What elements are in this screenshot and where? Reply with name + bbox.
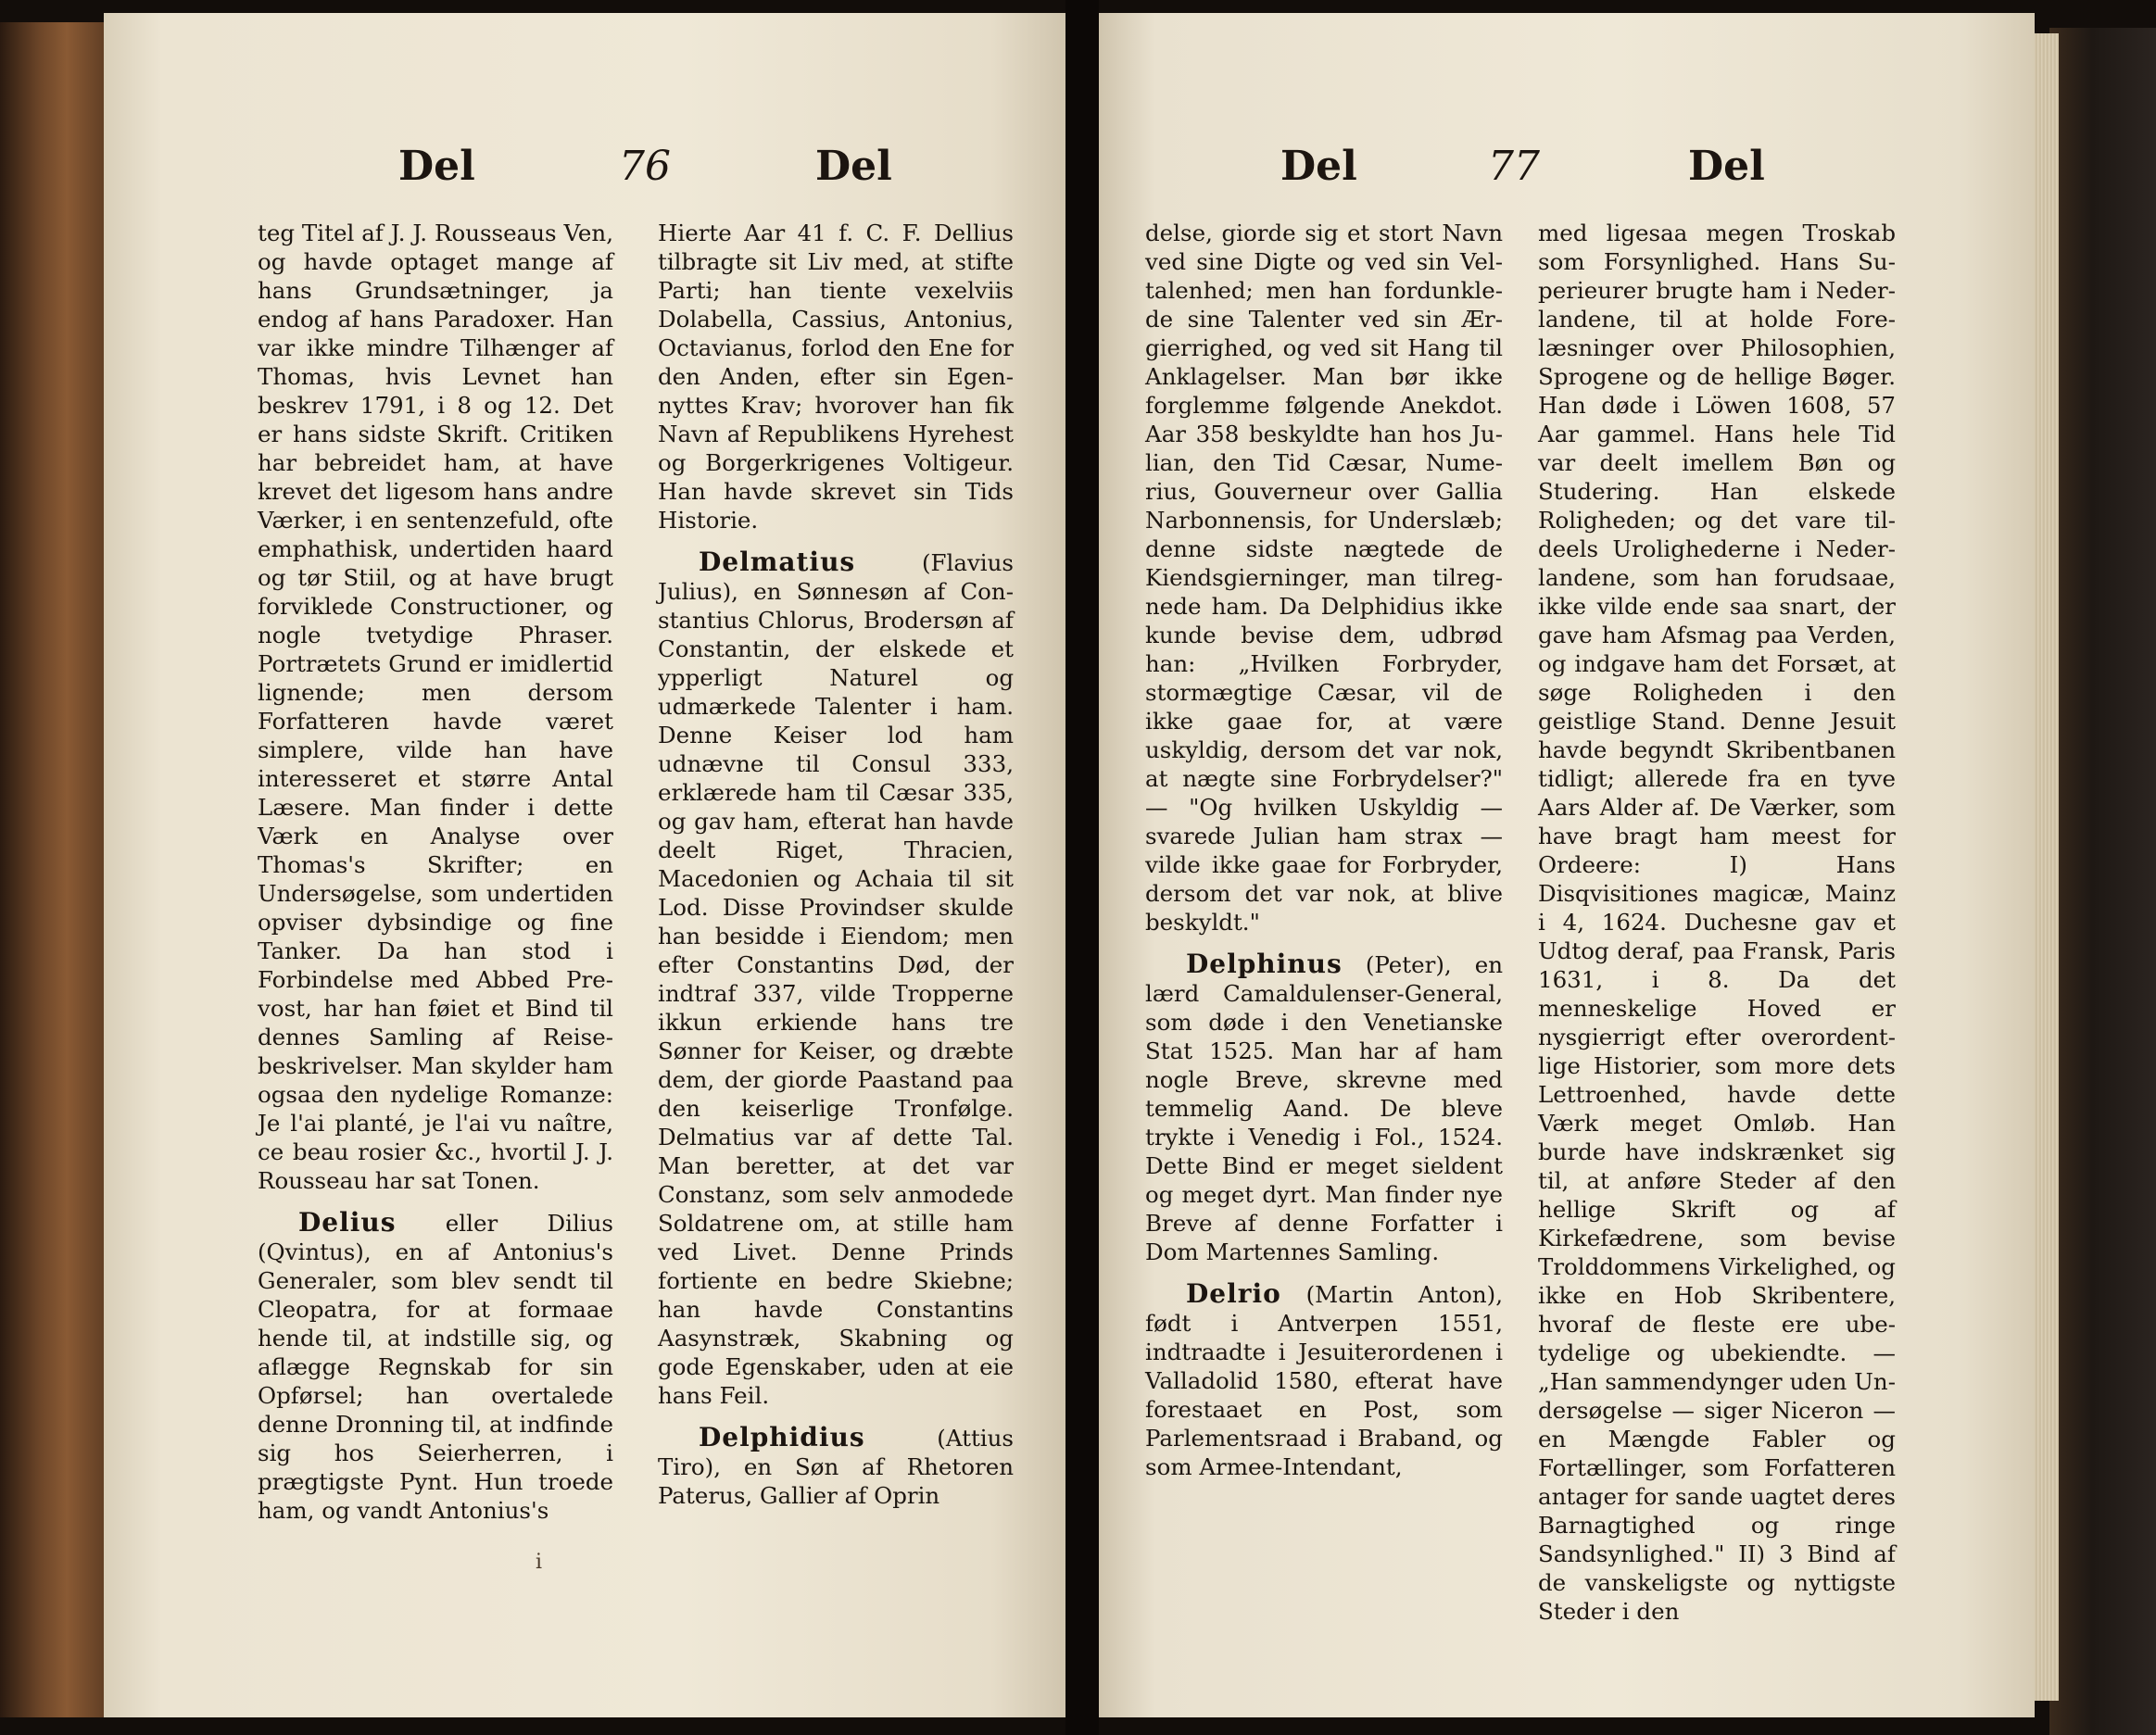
entry-headword: Delmatius — [699, 547, 856, 577]
right-page — [1099, 13, 2035, 1717]
page-edges — [2035, 33, 2059, 1701]
entry-text: eller Dilius (Qvintus), en af Antonius's Generaler, som blev sendt til Cleopatra, for at formaae hende til, at indstille sig, og aflægge Regnskab for sin Opførsel; han overtalede denne Dronning til, at indfinde sig hos Seierherren, i prægtigste Pynt. Hun troede ham, og vandt Antonius's — [258, 1210, 613, 1524]
dictionary-entry — [258, 1208, 613, 1525]
text-paragraph: med ligesaa megen Troskab som Forsynlighed. Hans Superieurer brugte ham i Nederlandene, til at holde Forelæsninger over Philosophien, Sprogene og de hellige Bøger. Han døde i Löwen 1608, 57 Aar gammel. Hans hele Tid var deelt imellem Bøn og Studering. Han elskede Roligheden; og det vare tildeels Urolighederne i Nederlandene, som han forudsaae, ikke vilde ende saa snart, der gave ham Afsmag paa Verden, og indgave ham det Forsæt, at søge Roligheden i den geistlige Stand. Denne Jesuit havde begyndt Skribentbanen tidligt; allerede fra en tyve Aars Alder af. De Værker, som have bragt ham meest for Ordeere: I) Hans Disqvisitiones magicæ, Mainz i 4, 1624. Duchesne gav et Udtog deraf, paa Fransk, Paris 1631, i 8. Da det menneskelige Hoved er nysgierrigt efter overordentlige Historier, som more dets Lettroenhed, havde dette Værk meget Omløb. Han burde have indskrænket sig til, at anføre Steder af den hellige Skrift og af Kirkefædrene, som bevise Trolddommens Virkelighed, og ikke en Hob Skribentere, hvoraf de fleste ere ubetydelige og ubekiendte. — „Han sammendynger uden Undersøgelse — siger Niceron — en Mængde Fabler og Fortællinger, som Forfatteren antager for sande uagtet deres Barnagtighed og ringe Sandsynlighed." II) 3 Bind af de vanskeligste og nyttigste Steder i den — [1538, 220, 1896, 1625]
entry-headword: Delphidius — [699, 1422, 865, 1452]
dictionary-entry — [658, 547, 1014, 1410]
page-number: 77 — [1488, 143, 1540, 190]
book-cover-left — [0, 22, 111, 1717]
entry-headword: Delphinus — [1186, 949, 1343, 979]
page-bottom-mark: i — [536, 1551, 543, 1574]
right-page-column-1 — [1145, 219, 1503, 1490]
dictionary-entry — [1145, 949, 1503, 1266]
left-page-column-2 — [658, 219, 1014, 1519]
dictionary-entry — [1145, 1279, 1503, 1481]
page-number: 76 — [619, 143, 671, 190]
book-gutter — [1065, 0, 1099, 1735]
right-page-header — [1099, 133, 2035, 198]
text-paragraph: teg Titel af J. J. Rousseaus Ven, og havde optaget mange af hans Grundsætninger, ja endog af hans Paradoxer. Han var ikke mindre Tilhænger af Thomas, hvis Levnet han beskrev 1791, i 8 og 12. Det er hans sidste Skrift. Critiken har bebreidet ham, at have krevet det ligesom hans andre Værker, i en sentenzefuld, ofte emphathisk, undertiden haard og tør Stiil, og at have brugt forviklede Constructioner, og nogle tvetydige Phraser. Portrætets Grund er imidlertid lignende; men dersom Forfatteren havde været simplere, vilde han have interesseret et større Antal Læsere. Man finder i dette Værk en Analyse over Thomas's Skrifter; en Undersøgelse, som undertiden opviser dybsindige og fine Tanker. Da han stod i Forbindelse med Abbed Prevost, har han føiet et Bind til dennes Samling af Reisebeskrivelser. Man skylder ham ogsaa den nydelige Romanze: Je l'ai planté, je l'ai vu naître, ce beau rosier &c., hvortil J. J. Rousseau har sat Tonen. — [258, 220, 613, 1194]
text-paragraph: Hierte Aar 41 f. C. F. Dellius tilbragte sit Liv med, at stifte Parti; han tiente vexelviis Dolabella, Cassius, Antonius, Octavianus, forlod den Ene for den Anden, efter sin Egennyttes Krav; hvorover han fik Navn af Republikens Hyrehest og Borgerkrigenes Voltigeur. Han havde skrevet sin Tids Historie. — [658, 220, 1014, 534]
entry-text: (Martin Anton), født i Antverpen 1551, indtraadte i Jesuiterordenen i Valladolid 1580, efterat have forestaaet en Post, som Parlementsraad i Braband, og som Armee-Intendant, — [1145, 1281, 1503, 1480]
entry-text: (Flavius Julius), en Sønnesøn af Constantius Chlorus, Brodersøn af Constantin, der elskede et ypperligt Naturel og udmærkede Talenter i ham. Denne Keiser lod ham udnævne til Consul 333, erklærede ham til Cæsar 335, og gav ham, efterat han havde deelt Riget, Thracien, Macedonien og Achaia til sit Lod. Disse Provindser skulde han besidde i Eiendom; men efter Constantins Død, der indtraf 337, vilde Tropperne ikkun erkiende hans tre Sønner for Keiser, og dræbte dem, der giorde Paastand paa den keiserlige Tronfølge. Delmatius var af dette Tal. Man beretter, at det var Constanz, som selv anmodede Soldatrene om, at stille ham ved Livet. Denne Prinds fortiente en bedre Skiebne; han havde Constantins Aasynstræk, Skabning og gode Egenskaber, uden at eie hans Feil. — [658, 549, 1014, 1409]
entry-text: (Peter), en lærd Camaldulenser-General, som døde i den Venetianske Stat 1525. Man har af ham nogle Breve, skrevne med temmelig Aand. De bleve trykte i Venedig i Fol., 1524. Dette Bind er meget sieldent og meget dyrt. Man finder nye Breve af denne Forfatter i Dom Martennes Samling. — [1145, 951, 1503, 1265]
left-page-column-1 — [258, 219, 613, 1534]
right-page-column-2 — [1538, 219, 1896, 1635]
header-guide-word-left: Del — [1280, 143, 1357, 190]
left-page — [104, 13, 1067, 1717]
dictionary-entry — [658, 1423, 1014, 1510]
entry-text: (Attius Tiro), en Søn af Rhetoren Paterus, Gallier af Oprin — [658, 1425, 1014, 1509]
text-paragraph: delse, giorde sig et stort Navn ved sine Digte og ved sin Veltalenhed; men han fordunklede sine Talenter ved sin Ærgierrighed, og ved sit Hang til Anklagelser. Man bør ikke forglemme følgende Anekdot. Aar 358 beskyldte han hos Julian, den Tid Cæsar, Numerius, Gouverneur over Gallia Narbonnensis, for Underslæb; denne sidste nægtede de Kiendsgierninger, man tilregnede ham. Da Delphidius ikke kunde bevise dem, udbrød han: „Hvilken Forbryder, stormægtige Cæsar, vil de ikke gaae for, at være uskyldig, dersom det var nok, at nægte sine Forbrydelser?" — "Og hvilken Uskyldig — svarede Julian ham strax — vilde ikke gaae for Forbryder, dersom det var nok, at blive beskyldt." — [1145, 220, 1503, 936]
entry-headword: Delrio — [1186, 1278, 1281, 1309]
header-guide-word-right: Del — [1688, 143, 1765, 190]
header-guide-word-right: Del — [815, 143, 892, 190]
book-cover-right — [2049, 28, 2156, 1735]
header-guide-word-left: Del — [398, 143, 475, 190]
entry-headword: Delius — [298, 1207, 397, 1238]
left-page-header — [104, 133, 1067, 198]
